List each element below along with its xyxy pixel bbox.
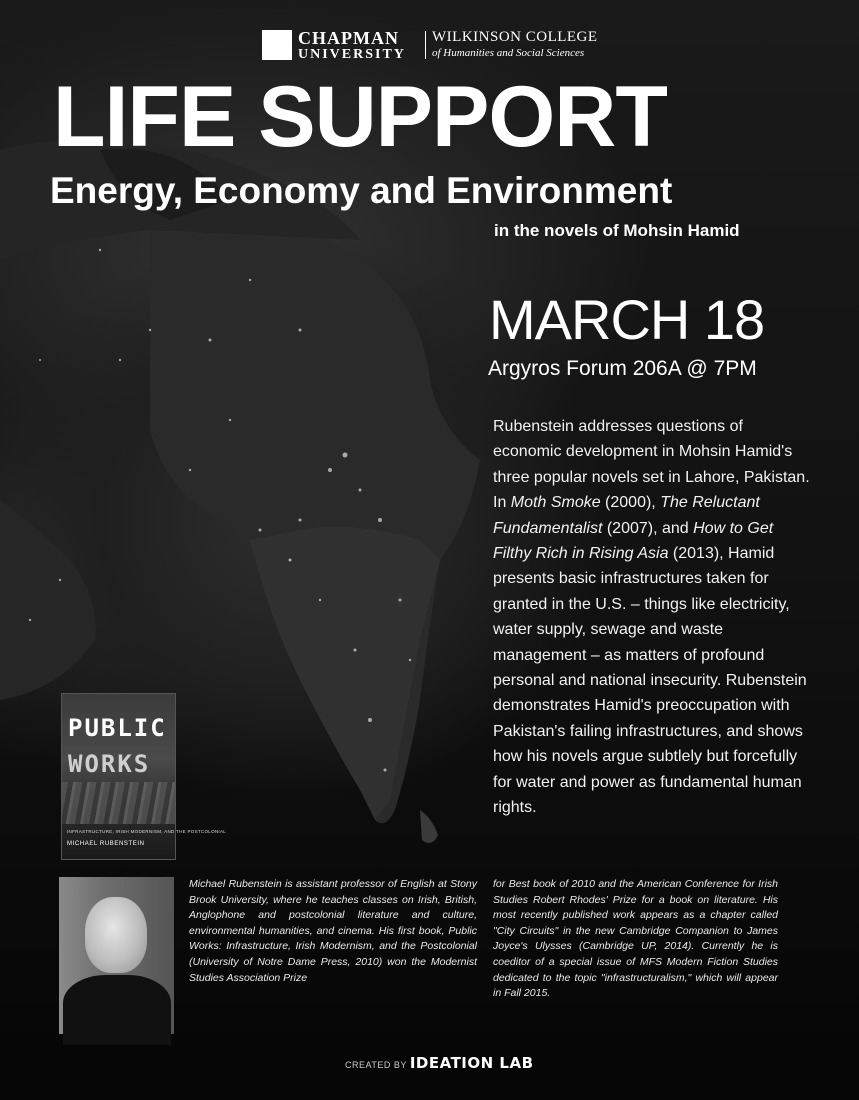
author-photo-head <box>85 897 147 973</box>
description-text-4: (2013), Hamid presents basic infrastructures taken for granted in the U.S. – things like electricity, water supply, sewage and waste management – as matters of profound personal and national insecurity. Rubenstein demonstrates Hamid's preoccupation with Pakistan's failing infrastructures, and shows how his novels argue subtlely but forcefully for water and power as fundamental human rights. <box>493 545 807 817</box>
book-title-filthy-rich: How to Get Filthy Rich in Rising Asia <box>493 519 774 563</box>
footer-credit <box>345 1054 534 1072</box>
book-cover-title-line1: PUBLIC <box>68 714 167 742</box>
book-cover-subtitle: INFRASTRUCTURE, IRISH MODERNISM, AND THE POSTCOLONIAL <box>67 829 227 834</box>
logo-divider <box>425 31 426 59</box>
ideation-lab-logo: IDEATION LAB <box>409 1054 534 1072</box>
event-description <box>493 414 813 821</box>
created-by-label: CREATED BY <box>345 1060 407 1070</box>
description-text-2: (2000), <box>600 494 661 512</box>
university-name-line1: CHAPMAN <box>298 28 399 48</box>
college-name-line2: of Humanities and Social Sciences <box>432 47 585 59</box>
book-cover-image <box>61 693 227 860</box>
event-venue: Argyros Forum 206A @ 7PM <box>488 357 757 380</box>
book-cover-author: MICHAEL RUBENSTEIN <box>67 841 145 847</box>
event-date: MARCH 18 <box>489 288 765 351</box>
chapman-logo-mark <box>262 30 292 60</box>
book-cover-photo <box>62 782 175 824</box>
author-bio-column-1: Michael Rubenstein is assistant professor of English at Stony Brook University, where he teaches classes on Irish, British, Anglophone and postcolonial literature and culture, environmental humanities, and cinema. His first book, Public Works: Infrastructure, Irish Modernism, and the Postcolonial (University of Notre Dame Press, 2010) won the Modernist Studies Association Prize <box>189 878 477 984</box>
book-cover-title-line2: WORKS <box>68 750 151 778</box>
book-title-reluctant-fundamentalist: The Reluctant Fundamentalist <box>493 494 760 537</box>
event-subtitle: Energy, Economy and Environment <box>50 170 673 211</box>
chapman-logo <box>262 29 612 63</box>
description-text-3: (2007), and <box>602 519 694 537</box>
university-name <box>298 29 406 62</box>
event-title: LIFE SUPPORT <box>53 69 667 165</box>
author-bio-column-2: for Best book of 2010 and the American Conference for Irish Studies Robert Rhodes' Prize for a book on literature. His most recently published work appears as a chapter called "City Circuits" in the new Cambridge Companion to James Joyce's Ulysses (Cambridge UP, 2014). Currently he is coeditor of a special issue of MFS Modern Fiction Studies dedicated to the topic "infrastructuralism," which will appear in Fall 2015. <box>493 878 778 1000</box>
college-name-line1: WILKINSON COLLEGE <box>432 29 598 45</box>
author-photo <box>59 877 174 1034</box>
college-name <box>432 30 598 59</box>
book-title-moth-smoke: Moth Smoke <box>510 494 601 512</box>
event-tagline: in the novels of Mohsin Hamid <box>494 221 740 240</box>
author-photo-body <box>63 975 171 1045</box>
description-text-1: Rubenstein addresses questions of economic development in Mohsin Hamid's three popular novels set in Lahore, Pakistan. In <box>493 418 810 512</box>
university-name-line2: UNIVERSITY <box>298 47 406 62</box>
